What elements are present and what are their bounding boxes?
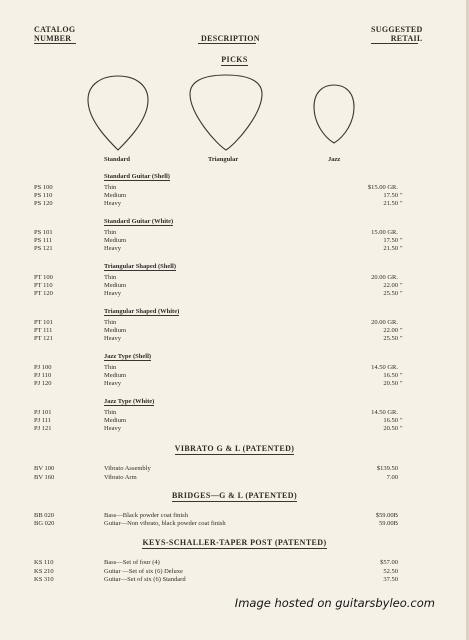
item-description: Heavy xyxy=(104,425,121,432)
keys-title: KEYS-SCHALLER-TAPER POST (PATENTED) xyxy=(142,538,327,547)
catalog-number: PS 120 xyxy=(34,200,53,207)
item-description: Medium xyxy=(104,282,127,289)
table-row xyxy=(0,335,469,343)
item-description: Medium xyxy=(104,237,127,244)
item-description: Guitar —Set of six (6) Deluxe xyxy=(104,568,183,575)
catalog-number: PS 121 xyxy=(34,245,53,252)
item-price: 20.50 xyxy=(383,425,398,432)
table-row xyxy=(0,364,469,372)
item-price: 22.00 xyxy=(383,327,398,334)
table-row xyxy=(0,319,469,327)
group-title-jazz-white: Jazz Type (White) xyxy=(104,398,155,405)
item-price: 16.50 xyxy=(383,372,398,379)
number-label: NUMBER xyxy=(34,34,72,43)
catalog-number: PT 110 xyxy=(34,282,53,289)
group-title-triangular-white: Triangular Shaped (White) xyxy=(104,308,180,315)
catalog-number: PT 100 xyxy=(34,274,53,281)
table-row xyxy=(0,474,469,482)
catalog-number: PS 100 xyxy=(34,184,53,191)
catalog-number: PS 101 xyxy=(34,229,53,236)
item-price: 52.50 xyxy=(383,568,398,575)
item-description: Guitar—Set of six (6) Standard xyxy=(104,576,186,583)
standard-pick-icon xyxy=(84,74,152,152)
item-price: 21.50 xyxy=(383,200,398,207)
table-row xyxy=(0,425,469,433)
ditto-mark: " xyxy=(400,237,403,244)
item-description: Thin xyxy=(104,319,117,326)
hosting-watermark: Image hosted on guitarsbyleo.com xyxy=(234,596,435,610)
item-description: Heavy xyxy=(104,380,121,387)
item-price: $59.00B xyxy=(375,512,398,519)
item-price: $139.50 xyxy=(376,465,398,472)
table-row xyxy=(0,568,469,576)
item-description: Thin xyxy=(104,184,117,191)
ditto-mark: " xyxy=(400,372,403,379)
description-header: DESCRIPTION xyxy=(201,34,260,43)
item-description: Medium xyxy=(104,192,127,199)
item-price: 22.00 xyxy=(383,282,398,289)
table-row xyxy=(0,559,469,567)
catalog-number: BG 020 xyxy=(34,520,55,527)
item-price: $15.00 GR. xyxy=(367,184,398,191)
catalog-number: PS 110 xyxy=(34,192,53,199)
item-price: 14.50 GR. xyxy=(371,409,398,416)
ditto-mark: " xyxy=(400,192,403,199)
table-row xyxy=(0,290,469,298)
catalog-number: PT 120 xyxy=(34,290,53,297)
catalog-number: PT 121 xyxy=(34,335,53,342)
catalog-number: PJ 100 xyxy=(34,364,52,371)
ditto-mark: " xyxy=(400,380,403,387)
retail-header-rule xyxy=(371,43,418,44)
item-description: Heavy xyxy=(104,335,121,342)
catalog-label: CATALOG xyxy=(34,25,76,34)
item-description: Guitar—Non vibrato, black powder coat finish xyxy=(104,520,226,527)
item-description: Medium xyxy=(104,372,127,379)
ditto-mark: " xyxy=(400,327,403,334)
item-description: Bass—Black powder coat finish xyxy=(104,512,188,519)
table-row xyxy=(0,274,469,282)
catalog-number: BV 160 xyxy=(34,474,55,481)
table-row xyxy=(0,192,469,200)
description-header-rule xyxy=(198,43,256,44)
table-row xyxy=(0,327,469,335)
catalog-number: PJ 121 xyxy=(34,425,52,432)
item-price: $57.00 xyxy=(380,559,398,566)
item-description: Heavy xyxy=(104,290,121,297)
ditto-mark: " xyxy=(400,200,403,207)
item-description: Vibrato Assembly xyxy=(104,465,151,472)
item-price: 15.00 GR. xyxy=(371,229,398,236)
item-price: 17.50 xyxy=(383,237,398,244)
vibrato-title: VIBRATO G & L (PATENTED) xyxy=(174,444,295,453)
item-price: 21.50 xyxy=(383,245,398,252)
item-description: Medium xyxy=(104,327,127,334)
suggested-label: SUGGESTED xyxy=(371,25,423,34)
item-price: 20.00 GR. xyxy=(371,319,398,326)
catalog-header-rule xyxy=(34,43,76,44)
group-title-standard-shell: Standard Guitar (Shell) xyxy=(104,173,170,180)
standard-pick-label: Standard xyxy=(104,156,131,163)
table-row xyxy=(0,576,469,584)
group-title-jazz-shell: Jazz Type (Shell) xyxy=(104,353,152,360)
item-price: 17.50 xyxy=(383,192,398,199)
item-price: 59.00B xyxy=(379,520,398,527)
triangular-pick-label: Triangular xyxy=(208,156,239,163)
item-price: 20.50 xyxy=(383,380,398,387)
retail-label: RETAIL xyxy=(390,34,423,43)
item-price: 14.50 GR. xyxy=(371,364,398,371)
item-price: 37.50 xyxy=(383,576,398,583)
table-row xyxy=(0,380,469,388)
item-description: Thin xyxy=(104,364,117,371)
group-title-triangular-shell: Triangular Shaped (Shell) xyxy=(104,263,176,270)
jazz-pick-icon xyxy=(312,83,356,145)
item-description: Medium xyxy=(104,417,127,424)
ditto-mark: " xyxy=(400,290,403,297)
item-price: 25.50 xyxy=(383,335,398,342)
catalog-number: PJ 111 xyxy=(34,417,52,424)
group-title-standard-white: Standard Guitar (White) xyxy=(104,218,174,225)
item-description: Vibrato Arm xyxy=(104,474,137,481)
jazz-pick-label: Jazz xyxy=(328,156,341,163)
picks-title: PICKS xyxy=(221,55,248,64)
item-description: Heavy xyxy=(104,200,121,207)
table-row xyxy=(0,200,469,208)
catalog-number: PT 111 xyxy=(34,327,53,334)
table-row xyxy=(0,465,469,473)
item-description: Thin xyxy=(104,274,117,281)
table-row xyxy=(0,512,469,520)
ditto-mark: " xyxy=(400,417,403,424)
item-price: 16.50 xyxy=(383,417,398,424)
bridges-title: BRIDGES—G & L (PATENTED) xyxy=(171,491,298,500)
catalog-number: KS 210 xyxy=(34,568,54,575)
table-row xyxy=(0,520,469,528)
catalog-number: BV 100 xyxy=(34,465,55,472)
item-price: 20.00 GR. xyxy=(371,274,398,281)
catalog-number-header xyxy=(34,25,75,43)
item-description: Thin xyxy=(104,409,117,416)
catalog-number: BB 020 xyxy=(34,512,55,519)
table-row xyxy=(0,245,469,253)
catalog-number: KS 110 xyxy=(34,559,54,566)
table-row xyxy=(0,409,469,417)
item-price: 25.50 xyxy=(383,290,398,297)
catalog-number: PT 101 xyxy=(34,319,53,326)
table-row xyxy=(0,417,469,425)
catalog-number: PJ 101 xyxy=(34,409,52,416)
triangular-pick-icon xyxy=(186,72,266,152)
table-row xyxy=(0,237,469,245)
catalog-number: PS 111 xyxy=(34,237,53,244)
ditto-mark: " xyxy=(400,335,403,342)
ditto-mark: " xyxy=(400,245,403,252)
table-row xyxy=(0,282,469,290)
catalog-number: PJ 120 xyxy=(34,380,52,387)
catalog-number: PJ 110 xyxy=(34,372,52,379)
catalog-number: KS 310 xyxy=(34,576,54,583)
retail-header xyxy=(371,25,423,43)
item-description: Thin xyxy=(104,229,117,236)
item-description: Heavy xyxy=(104,245,121,252)
ditto-mark: " xyxy=(400,425,403,432)
table-row xyxy=(0,372,469,380)
table-row xyxy=(0,184,469,192)
item-description: Bass—Set of four (4) xyxy=(104,559,160,566)
ditto-mark: " xyxy=(400,282,403,289)
table-row xyxy=(0,229,469,237)
item-price: 7.00 xyxy=(386,474,398,481)
